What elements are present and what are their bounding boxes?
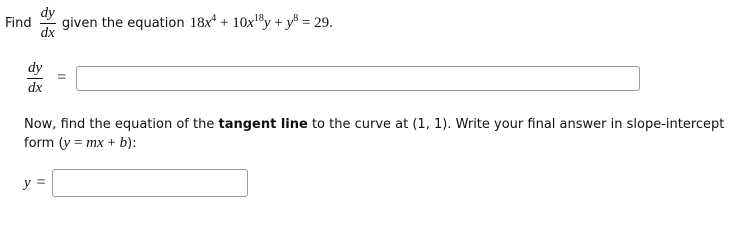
term2-coefficient: 10 [232, 14, 248, 31]
fraction-denominator: dx [40, 24, 55, 41]
given-text: given the equation [61, 15, 185, 31]
dydx-fraction [27, 61, 43, 96]
term2-variable-x: x [247, 14, 254, 31]
fraction-numerator: dy [40, 6, 56, 24]
equation-rhs: 29. [314, 14, 333, 31]
form-variable-y: y [63, 135, 71, 151]
instruction-text: to the curve at (1, 1). Write your final answer in slope-intercept form ( [24, 117, 725, 151]
y-label: y [24, 174, 31, 191]
instruction-text: ): [127, 136, 137, 151]
form-plus: + [103, 135, 120, 151]
equals-sign: = [301, 14, 311, 31]
equals-sign: = [36, 174, 46, 191]
term1-coefficient: 18 [189, 14, 205, 31]
tangent-instructions [24, 116, 734, 153]
tangent-line-answer-input[interactable] [52, 169, 248, 197]
term1-exponent: 4 [211, 12, 217, 24]
term2-exponent: 18 [253, 12, 264, 24]
term3-exponent: 8 [293, 12, 299, 24]
tangent-line-emphasis: tangent line [218, 117, 308, 132]
form-variable-b: b [119, 135, 128, 151]
given-equation [189, 12, 333, 32]
question-line [5, 3, 333, 43]
dydx-answer-input[interactable] [76, 66, 640, 91]
fraction-numerator: dy [27, 61, 43, 79]
tangent-answer-row [24, 168, 248, 198]
term1-variable: x [204, 14, 212, 31]
derivative-answer-row [5, 57, 640, 99]
term2-variable-y: y [263, 14, 271, 31]
form-equals: = [70, 135, 87, 151]
instruction-text: Now, find the equation of the [24, 117, 219, 132]
equals-sign: = [57, 69, 67, 86]
term3-variable: y [286, 14, 294, 31]
find-label: Find [5, 15, 32, 31]
dydx-fraction [40, 6, 56, 41]
form-variable-m: m [86, 135, 97, 151]
fraction-denominator: dx [28, 79, 43, 96]
plus-sign: + [274, 14, 283, 31]
form-variable-x: x [97, 135, 104, 151]
plus-sign: + [220, 14, 229, 31]
